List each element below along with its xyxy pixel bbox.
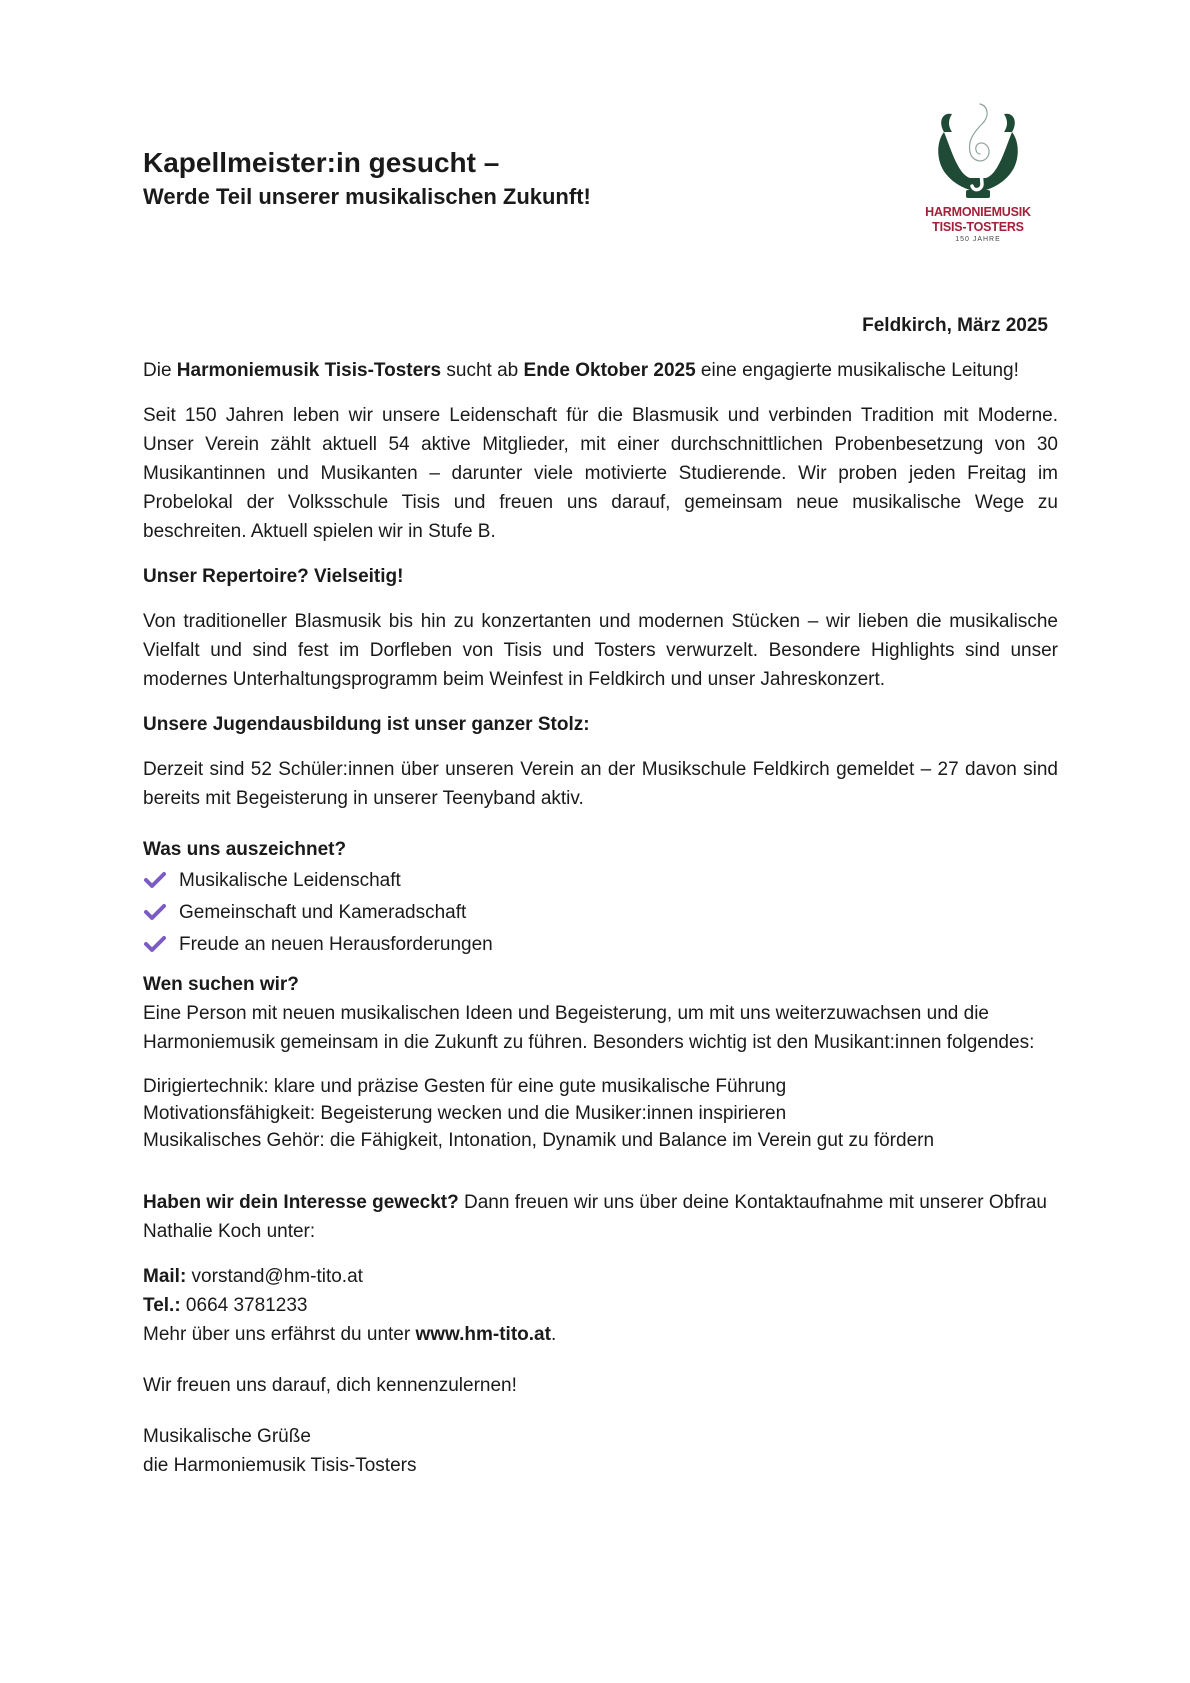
- check-icon: [143, 870, 167, 890]
- mail-line: Mail: vorstand@hm-tito.at: [143, 1266, 363, 1287]
- mail-link[interactable]: vorstand@hm-tito.at: [186, 1266, 363, 1287]
- logo-tagline: 150 JAHRE: [955, 236, 1001, 243]
- contact-paragraph: Haben wir dein Interesse geweckt? Dann freuen wir uns über deine Kontaktaufnahme mit unserer Obfrau Nathalie Koch unter:: [143, 1192, 1047, 1242]
- list-item: Freude an neuen Herausforderungen: [143, 928, 1058, 960]
- youth-paragraph: Derzeit sind 52 Schüler:innen über unseren Verein an der Musikschule Feldkirch gemeldet – 27 davon sind bereits mit Begeisterung in unserer Teenyband aktiv.: [143, 759, 1058, 809]
- website-line: Mehr über uns erfährst du unter www.hm-tito.at.: [143, 1324, 557, 1345]
- page-title: Kapellmeister:in gesucht –: [143, 147, 500, 178]
- features-heading: Was uns auszeichnet?: [143, 839, 347, 860]
- phone-line: Tel.: 0664 3781233: [143, 1295, 308, 1316]
- repertoire-paragraph: Von traditioneller Blasmusik bis hin zu konzertanten und modernen Stücken – wir lieben die musikalische Vielfalt und sind fest im Dorfleben von Tisis und Tosters verwurzelt. Besondere Highlights sind unser modernes Unterhaltungsprogramm beim Weinfest in Feldkirch und unser Jahreskonzert.: [143, 611, 1058, 690]
- list-item: Dirigiertechnik: klare und präzise Gesten für eine gute musikalische Führung: [143, 1076, 787, 1097]
- title-block: [143, 145, 843, 213]
- seeking-paragraph: Eine Person mit neuen musikalischen Ideen und Begeisterung, um mit uns weiterzuwachsen und die Harmoniemusik gemeinsam in die Zukunft zu führen. Besonders wichtig ist den Musikant:innen folgendes:: [143, 1003, 1035, 1053]
- page-subtitle: Werde Teil unserer musikalischen Zukunft!: [143, 184, 591, 209]
- list-item: Gemeinschaft und Kameradschaft: [143, 896, 1058, 928]
- check-icon: [143, 934, 167, 954]
- date-line: Feldkirch, März 2025: [862, 315, 1048, 336]
- youth-heading: Unsere Jugendausbildung ist unser ganzer Stolz:: [143, 714, 590, 735]
- seeking-heading: Wen suchen wir?: [143, 974, 299, 995]
- check-icon: [143, 902, 167, 922]
- signature-line2: die Harmoniemusik Tisis-Tosters: [143, 1455, 417, 1476]
- phone-number: 0664 3781233: [180, 1295, 308, 1316]
- intro-paragraph: Die Harmoniemusik Tisis-Tosters sucht ab Ende Oktober 2025 eine engagierte musikalische Leitung!: [143, 360, 1019, 381]
- repertoire-heading: Unser Repertoire? Vielseitig!: [143, 566, 404, 587]
- requirements-list: [143, 1073, 1058, 1154]
- contact-details: [143, 1262, 1058, 1349]
- list-item: Motivationsfähigkeit: Begeisterung wecken und die Musiker:innen inspirieren: [143, 1103, 787, 1124]
- list-item: Musikalische Leidenschaft: [143, 864, 1058, 896]
- harmoniemusik-logo: [908, 98, 1048, 248]
- logo-name-line1: HARMONIEMUSIK: [925, 205, 1031, 219]
- logo-name-line2: TISIS-TOSTERS: [932, 220, 1024, 234]
- features-list: [143, 864, 1058, 960]
- signature-line1: Musikalische Grüße: [143, 1426, 311, 1447]
- lyre-treble-clef-icon: [908, 98, 1048, 203]
- signature: [143, 1422, 1058, 1480]
- list-item: Musikalisches Gehör: die Fähigkeit, Intonation, Dynamik und Balance im Verein gut zu fördern: [143, 1130, 935, 1151]
- about-paragraph: Seit 150 Jahren leben wir unsere Leidenschaft für die Blasmusik und verbinden Tradition mit Moderne. Unser Verein zählt aktuell 54 aktive Mitglieder, mit einer durchschnittlichen Probenbesetzung von 30 Musikantinnen und Musikanten – darunter viele motivierte Studierende. Wir proben jeden Freitag im Probelokal der Volksschule Tisis und freuen uns darauf, gemeinsam neue musikalische Wege zu beschreiten. Aktuell spielen wir in Stufe B.: [143, 405, 1058, 542]
- closing-line: Wir freuen uns darauf, dich kennenzulernen!: [143, 1375, 517, 1396]
- website-link[interactable]: www.hm-tito.at: [415, 1324, 551, 1345]
- letter-body: [143, 311, 1058, 1480]
